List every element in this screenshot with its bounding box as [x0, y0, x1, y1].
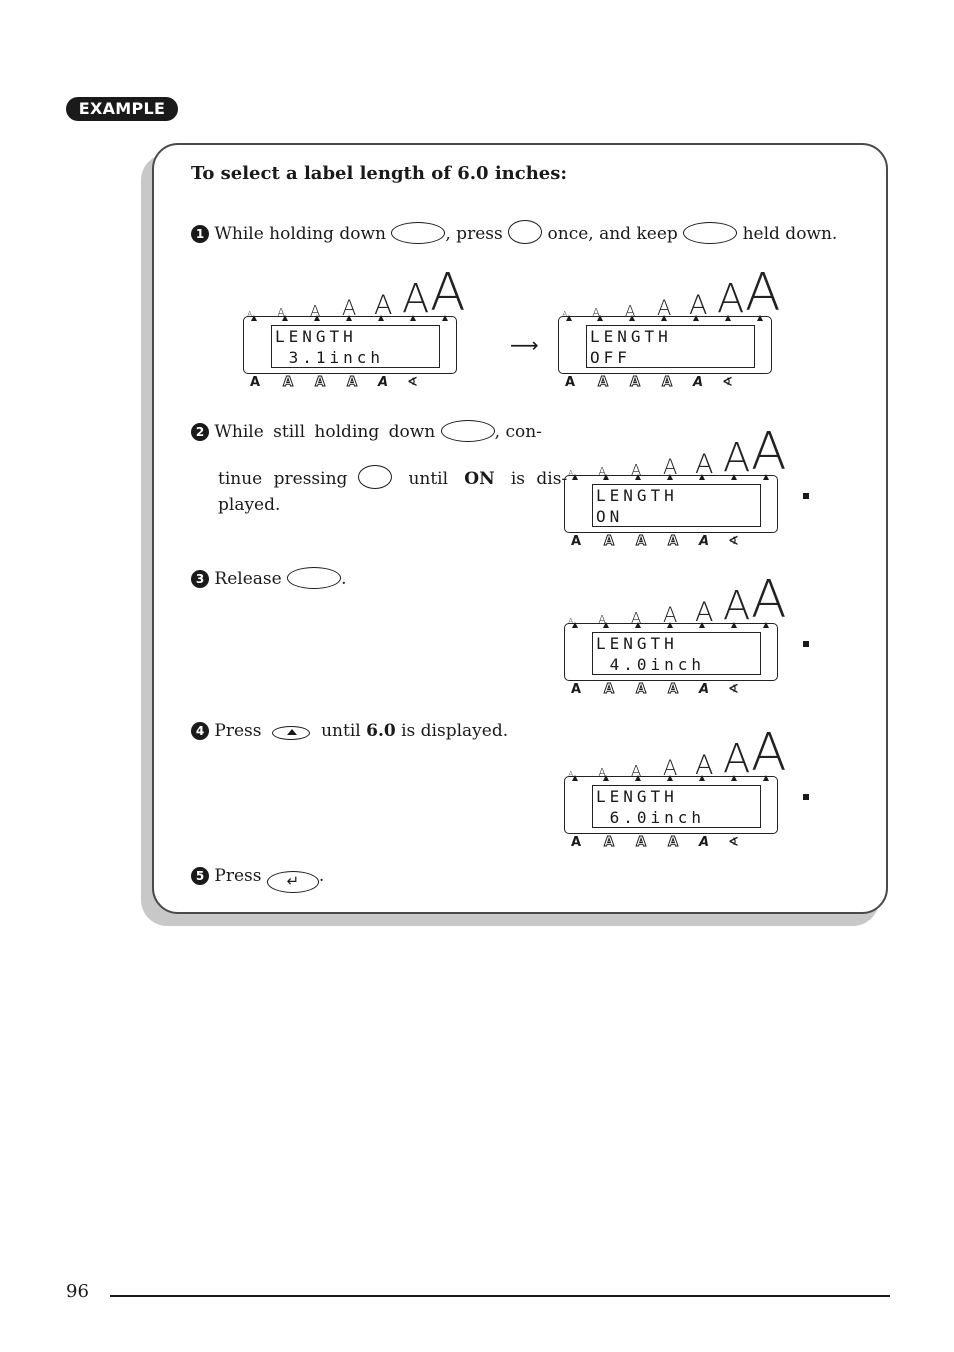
font-size-glyph: A — [598, 613, 607, 627]
style-glyph: A — [565, 375, 576, 390]
style-glyph: A — [315, 375, 326, 390]
lcd-line-2: 3.1inch — [275, 348, 385, 367]
lcd-line-2: 6.0inch — [596, 808, 706, 827]
style-glyph: A — [699, 682, 710, 697]
style-glyph: A — [693, 375, 704, 390]
font-size-glyph: A — [657, 296, 672, 320]
style-glyph: A — [636, 682, 647, 697]
step-4-text-value: 6.0 — [366, 721, 396, 741]
step-4-number: 4 — [191, 722, 209, 740]
font-size-glyph: A — [695, 750, 714, 781]
step-1-number: 1 — [191, 225, 209, 243]
style-glyph: A — [668, 682, 679, 697]
font-size-glyph: A — [310, 302, 321, 320]
font-size-glyph: A — [631, 762, 642, 780]
font-size-glyph: A — [723, 736, 751, 782]
style-indicators — [568, 835, 798, 851]
style-glyph: A — [347, 375, 358, 390]
font-size-glyph: A — [689, 290, 708, 321]
font-size-indicators — [562, 263, 792, 323]
font-size-glyph: A — [751, 723, 787, 783]
style-glyph: A — [250, 375, 261, 390]
up-arrow-key-icon — [272, 726, 310, 740]
style-glyph: ∢ — [728, 835, 739, 850]
page-number: 96 — [66, 1281, 89, 1302]
style-glyph: ∢ — [728, 534, 739, 549]
step-4-text-b: until — [321, 721, 361, 741]
style-glyph: A — [378, 375, 389, 390]
step-4-text-c: is displayed. — [401, 721, 509, 741]
font-size-glyph: A — [598, 465, 607, 479]
font-size-glyph: A — [631, 461, 642, 479]
font-size-glyph: A — [342, 296, 357, 320]
font-size-indicators — [568, 723, 798, 783]
style-indicators — [568, 534, 798, 550]
lcd-line-1: LENGTH — [596, 634, 678, 653]
style-glyph: A — [668, 534, 679, 549]
style-glyph: ∢ — [407, 375, 418, 390]
lcd-line-1: LENGTH — [596, 486, 678, 505]
indicator-square-icon — [803, 493, 809, 499]
style-glyph: A — [571, 682, 582, 697]
style-indicators — [247, 375, 477, 391]
lcd-screen — [586, 325, 755, 368]
font-size-glyph: A — [751, 570, 787, 630]
step-5-text-a: Press — [214, 866, 262, 886]
step-1 — [191, 220, 837, 246]
step-3-text-a: Release — [214, 569, 282, 589]
code-key-icon — [287, 567, 341, 589]
style-glyph: A — [604, 534, 615, 549]
step-5-text-b: . — [318, 866, 325, 886]
font-size-glyph: A — [723, 583, 751, 629]
indicator-square-icon — [803, 794, 809, 800]
style-glyph: A — [630, 375, 641, 390]
code-key-icon — [391, 222, 445, 244]
step-2-text-on: ON — [464, 469, 495, 489]
lcd-screen — [592, 484, 761, 527]
font-size-indicators — [568, 422, 798, 482]
step-2-text-c: tinue pressing — [218, 469, 348, 489]
style-glyph: A — [699, 534, 710, 549]
round-key-icon — [508, 220, 542, 244]
step-5-number: 5 — [191, 867, 209, 885]
font-size-indicators — [247, 263, 477, 323]
font-size-glyph: A — [562, 310, 568, 319]
font-size-glyph: A — [751, 422, 787, 482]
font-size-glyph: A — [723, 435, 751, 481]
style-glyph: A — [571, 835, 582, 850]
font-size-glyph: A — [247, 310, 253, 319]
font-size-glyph: A — [663, 756, 678, 780]
step-2-line-2 — [218, 465, 567, 491]
step-1-text-a: While holding down — [214, 224, 386, 244]
font-size-glyph: A — [592, 306, 601, 320]
font-size-glyph: A — [402, 276, 430, 322]
return-key-icon: ↵ — [267, 871, 319, 893]
step-2-line-3 — [218, 493, 280, 517]
step-2-text-e: is dis- — [510, 469, 568, 489]
step-2-text-b: , con- — [494, 422, 542, 442]
lcd-line-1: LENGTH — [596, 787, 678, 806]
lcd-screen — [592, 632, 761, 675]
indicator-square-icon — [803, 641, 809, 647]
style-glyph: A — [598, 375, 609, 390]
step-3-text-b: . — [341, 569, 347, 589]
style-indicators — [568, 682, 798, 698]
font-size-glyph: A — [598, 766, 607, 780]
step-2-number: 2 — [191, 423, 209, 441]
step-4 — [191, 719, 508, 743]
step-5 — [191, 864, 324, 893]
style-indicators — [562, 375, 792, 391]
code-key-icon — [441, 420, 495, 442]
lcd-line-1: LENGTH — [590, 327, 672, 346]
example-heading: To select a label length of 6.0 inches: — [191, 163, 568, 184]
step-1-text-b: , press — [445, 224, 503, 244]
code-key-icon — [683, 222, 737, 244]
style-glyph: A — [604, 682, 615, 697]
font-size-glyph: A — [374, 290, 393, 321]
style-glyph: A — [283, 375, 294, 390]
font-size-glyph: A — [695, 449, 714, 480]
style-glyph: ∢ — [728, 682, 739, 697]
font-size-glyph: A — [695, 597, 714, 628]
style-glyph: A — [699, 835, 710, 850]
style-glyph: ∢ — [722, 375, 733, 390]
step-1-text-d: held down. — [742, 224, 838, 244]
lcd-line-1: LENGTH — [275, 327, 357, 346]
lcd-screen — [271, 325, 440, 368]
font-size-glyph: A — [568, 770, 574, 779]
lcd-line-2: ON — [596, 507, 624, 526]
step-1-text-c: once, and keep — [547, 224, 678, 244]
step-2-line-1 — [191, 420, 541, 444]
lcd-line-2: OFF — [590, 348, 631, 367]
step-4-text-a: Press — [214, 721, 262, 741]
lcd-screen — [592, 785, 761, 828]
step-2-text-f: played. — [218, 495, 281, 515]
font-size-glyph: A — [625, 302, 636, 320]
example-badge: EXAMPLE — [66, 97, 178, 121]
style-glyph: A — [668, 835, 679, 850]
font-size-glyph: A — [430, 263, 466, 323]
step-2-text-d: until — [408, 469, 449, 489]
font-size-glyph: A — [745, 263, 781, 323]
font-size-glyph: A — [568, 617, 574, 626]
style-glyph: A — [662, 375, 673, 390]
step-2-text-a: While still holding down — [214, 422, 436, 442]
transition-arrow: ⟶ — [510, 333, 539, 357]
font-size-glyph: A — [717, 276, 745, 322]
font-size-glyph: A — [631, 609, 642, 627]
font-size-glyph: A — [663, 603, 678, 627]
font-size-glyph: A — [277, 306, 286, 320]
step-3-number: 3 — [191, 570, 209, 588]
style-glyph: A — [636, 534, 647, 549]
round-key-icon — [358, 465, 392, 489]
style-glyph: A — [636, 835, 647, 850]
font-size-glyph: A — [663, 455, 678, 479]
style-glyph: A — [571, 534, 582, 549]
font-size-indicators — [568, 570, 798, 630]
font-size-glyph: A — [568, 469, 574, 478]
footer-rule — [110, 1295, 890, 1297]
step-3 — [191, 567, 347, 591]
lcd-line-2: 4.0inch — [596, 655, 706, 674]
style-glyph: A — [604, 835, 615, 850]
